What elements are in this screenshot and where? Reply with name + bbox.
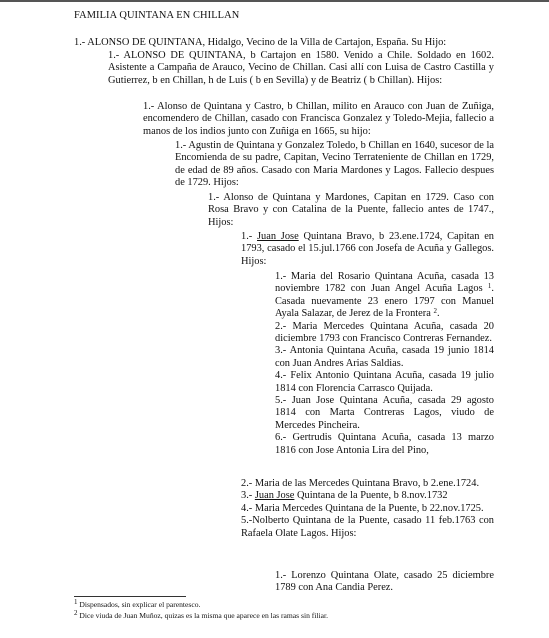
footnote-text: Dice viuda de Juan Muñoz, quizas es la misma que aparece en las ramas sin filiar. — [77, 611, 329, 620]
footnote-mark: 2 — [74, 609, 78, 617]
entry-alonso-1580: 1.- ALONSO DE QUINTANA, b Cartajon en 1580. Venido a Chile. Soldado en 1602. Asistente a Campaña de Arauco, Vecino de Chillan. Casi allí con Luisa de Castro Castilla y Gutierrez, b en Chillan, h de Luis ( b en Sevilla) y de Beatriz ( b Chillan). Hijos: — [108, 50, 494, 86]
child-maria-mercedes: 2.- Maria Mercedes Quintana Acuña, casada 20 diciembre 1793 con Francisco Contreras Fernandez. — [275, 320, 494, 345]
child-felix-antonio: 4.- Felix Antonio Quintana Acuña, casada 19 julio 1814 con Florencia Carrasco Quijada. — [275, 370, 494, 394]
entry-text: Quintana de la Puente, b 8.nov.1732 — [294, 490, 448, 502]
entry-agustin: 1.- Agustin de Quintana y Gonzalez Toledo, b Chillan en 1640, sucesor de la Encomienda de su padre, Capitan, Vecino Terrateniente de Chillan en 1729, de edad de 89 años. Casado con Maria Mardones y Lagos. Fallecio despues de 1729. Hijos: — [175, 140, 494, 189]
entry-alonso-castro: 1.- Alonso de Quintana y Castro, b Chillan, milito en Arauco con Juan de Zuñiga, encomendero de Chillan, casado con Francisca Gonzalez y Toledo-Mejia, fallecio a manos de los indios junto con Zuñiga en 1665, su hijo: — [143, 101, 494, 137]
footnote-2 — [74, 611, 328, 620]
entry-number: 3.- — [241, 490, 255, 502]
sibling-maria-de-las-mercedes: 2.- Maria de las Mercedes Quintana Bravo, b 2.ene.1724. — [241, 478, 480, 489]
footnote-ref: 2 — [433, 307, 437, 316]
child-maria-del-rosario — [275, 271, 494, 321]
child-text: 1.- Maria del Rosario Quintana Acuña, casada 13 noviembre 1782 con Juan Angel Acuña Lagos — [275, 271, 494, 295]
sibling-maria-mercedes-puente: 4.- Maria Mercedes Quintana de la Puente, b 22.nov.1725. — [241, 502, 484, 514]
footnote-text: Dispensados, sin explicar el parentesco. — [77, 600, 201, 609]
grandchild-lorenzo: 1.- Lorenzo Quintana Olate, casado 25 diciembre 1789 con Ana Candia Perez. — [275, 570, 494, 594]
footnote-separator — [74, 596, 186, 597]
entry-alonso-mardones: 1.- Alonso de Quintana y Mardones, Capitan en 1729. Caso con Rosa Bravo y con Catalina de la Puente, fallecio antes de 1747., Hijos: — [208, 192, 494, 228]
children-list — [275, 271, 494, 457]
entry-alonso-hidalgo: 1.- ALONSO DE QUINTANA, Hidalgo, Vecino de la Villa de Cartajon, España. Su Hijo: — [74, 37, 447, 48]
child-text-cont: . Casada nuevamente 23 enero 1797 con Manuel Ayala Salazar, de Jerez de la Frontera — [275, 283, 494, 320]
entry-number: 1.- — [241, 231, 258, 242]
top-border — [0, 0, 549, 2]
footnote-mark: 1 — [74, 598, 78, 606]
child-juan-jose-acuna: 5.- Juan Jose Quintana Acuña, casada 29 agosto 1814 con Marta Contreras Lagos, viudo de Mercedes Pincheira. — [275, 395, 494, 431]
child-antonia: 3.- Antonia Quintana Acuña, casada 19 junio 1814 con Juan Andres Arias Saldias. — [275, 345, 494, 369]
child-gertrudis: 6.- Gertrudis Quintana Acuña, casada 13 marzo 1816 con Jose Antonia Lira del Pino, — [275, 432, 494, 456]
entry-juan-jose-bravo — [241, 231, 494, 268]
child-text-end: . — [436, 308, 440, 320]
document-title: FAMILIA QUINTANA EN CHILLAN — [74, 10, 240, 21]
siblings-list — [241, 478, 494, 540]
entry-text: Quintana Bravo, b 23.ene.1724, Capitan en 1793, casado el 15.jul.1766 con Josefa de Acuña y Gallegos. Hijos: — [241, 231, 495, 267]
underlined-name: Juan Jose — [257, 231, 299, 242]
footnote-ref: 1 — [487, 282, 492, 291]
sibling-juan-jose-puente — [241, 490, 494, 502]
underlined-name: Juan Jose — [254, 490, 295, 502]
sibling-nolberto: 5.-Nolberto Quintana de la Puente, casado 11 feb.1763 con Rafaela Olate Lagos. Hijos: — [241, 515, 494, 539]
footnote-1 — [74, 600, 200, 609]
